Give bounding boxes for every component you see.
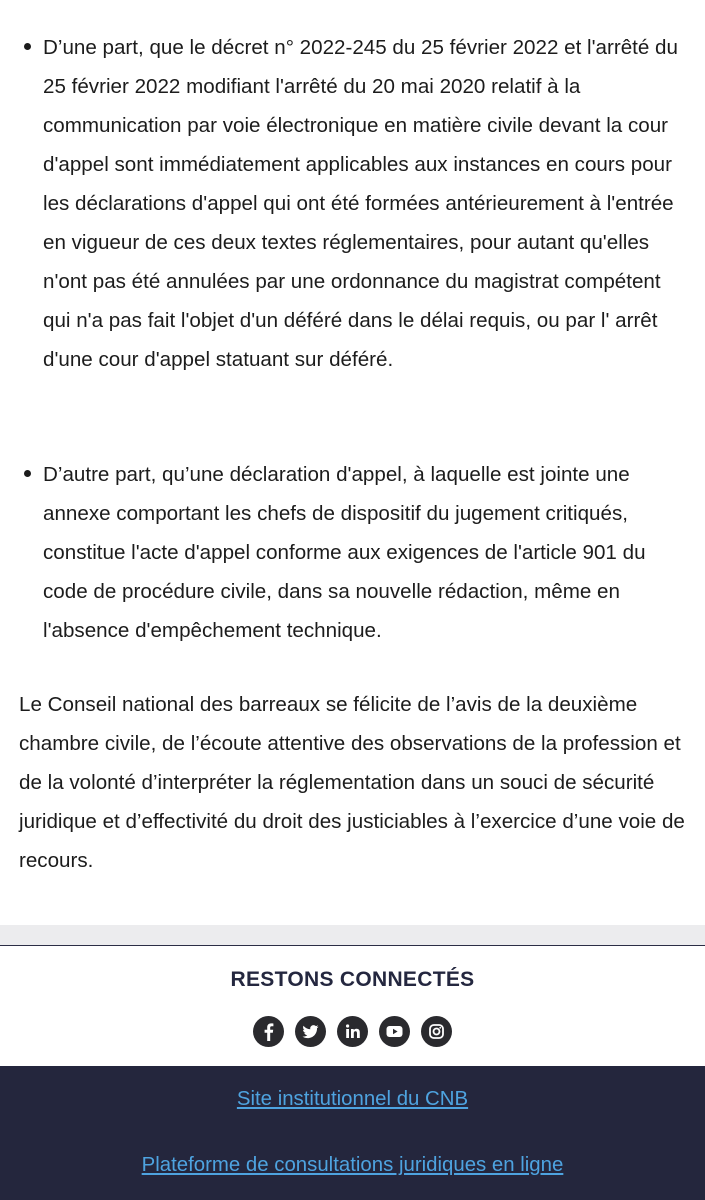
bullet-dot	[24, 43, 31, 50]
bullet-item-1	[43, 28, 683, 379]
bullet-text: D’une part, que le décret n° 2022-245 du 25 février 2022 et l'arrêté du 25 février 2022 modifiant l'arrêté du 20 mai 2020 relatif à la communication par voie électronique en matière civile devant la cour d'appel sont immédiatement applicables aux instances en cours pour les déclarations d'appel qui ont été formées antérieurement à l'entrée en vigueur de ces deux textes réglementaires, pour autant qu'elles n'ont pas été annulées par une ordonnance du magistrat compétent qui n'a pas fait l'objet d'un déféré dans le délai requis, ou par l' arrêt d'une cour d'appel statuant sur déféré.	[43, 36, 678, 371]
footer-link-consultations[interactable]: Plateforme de consultations juridiques en ligne	[141, 1154, 564, 1176]
facebook-icon[interactable]	[253, 1016, 284, 1047]
conclusion-paragraph: Le Conseil national des barreaux se félicite de l’avis de la deuxième chambre civile, de l’écoute attentive des observations de la profession et de la volonté d’interpréter la réglementation dans un souci de sécurité juridique et d’effectivité du droit des justiciables à l’exercice d’une voie de recours.	[19, 693, 685, 872]
bullet-item-2	[43, 455, 683, 650]
linkedin-icon[interactable]	[337, 1016, 368, 1047]
section-separator	[0, 925, 705, 945]
social-section	[0, 946, 705, 1066]
social-icons-row	[0, 1016, 705, 1048]
bullet-text: D’autre part, qu’une déclaration d'appel, à laquelle est jointe une annexe comportant les chefs de dispositif du jugement critiqués, constitue l'acte d'appel conforme aux exigences de l'article 901 du code de procédure civile, dans sa nouvelle rédaction, même en l'absence d'empêchement technique.	[43, 463, 646, 642]
footer	[0, 1066, 705, 1200]
youtube-icon[interactable]	[379, 1016, 410, 1047]
footer-link-cnb-site[interactable]: Site institutionnel du CNB	[236, 1088, 469, 1110]
twitter-icon[interactable]	[295, 1016, 326, 1047]
social-title: RESTONS CONNECTÉS	[230, 968, 475, 991]
instagram-icon[interactable]	[421, 1016, 452, 1047]
bullet-dot	[24, 470, 31, 477]
